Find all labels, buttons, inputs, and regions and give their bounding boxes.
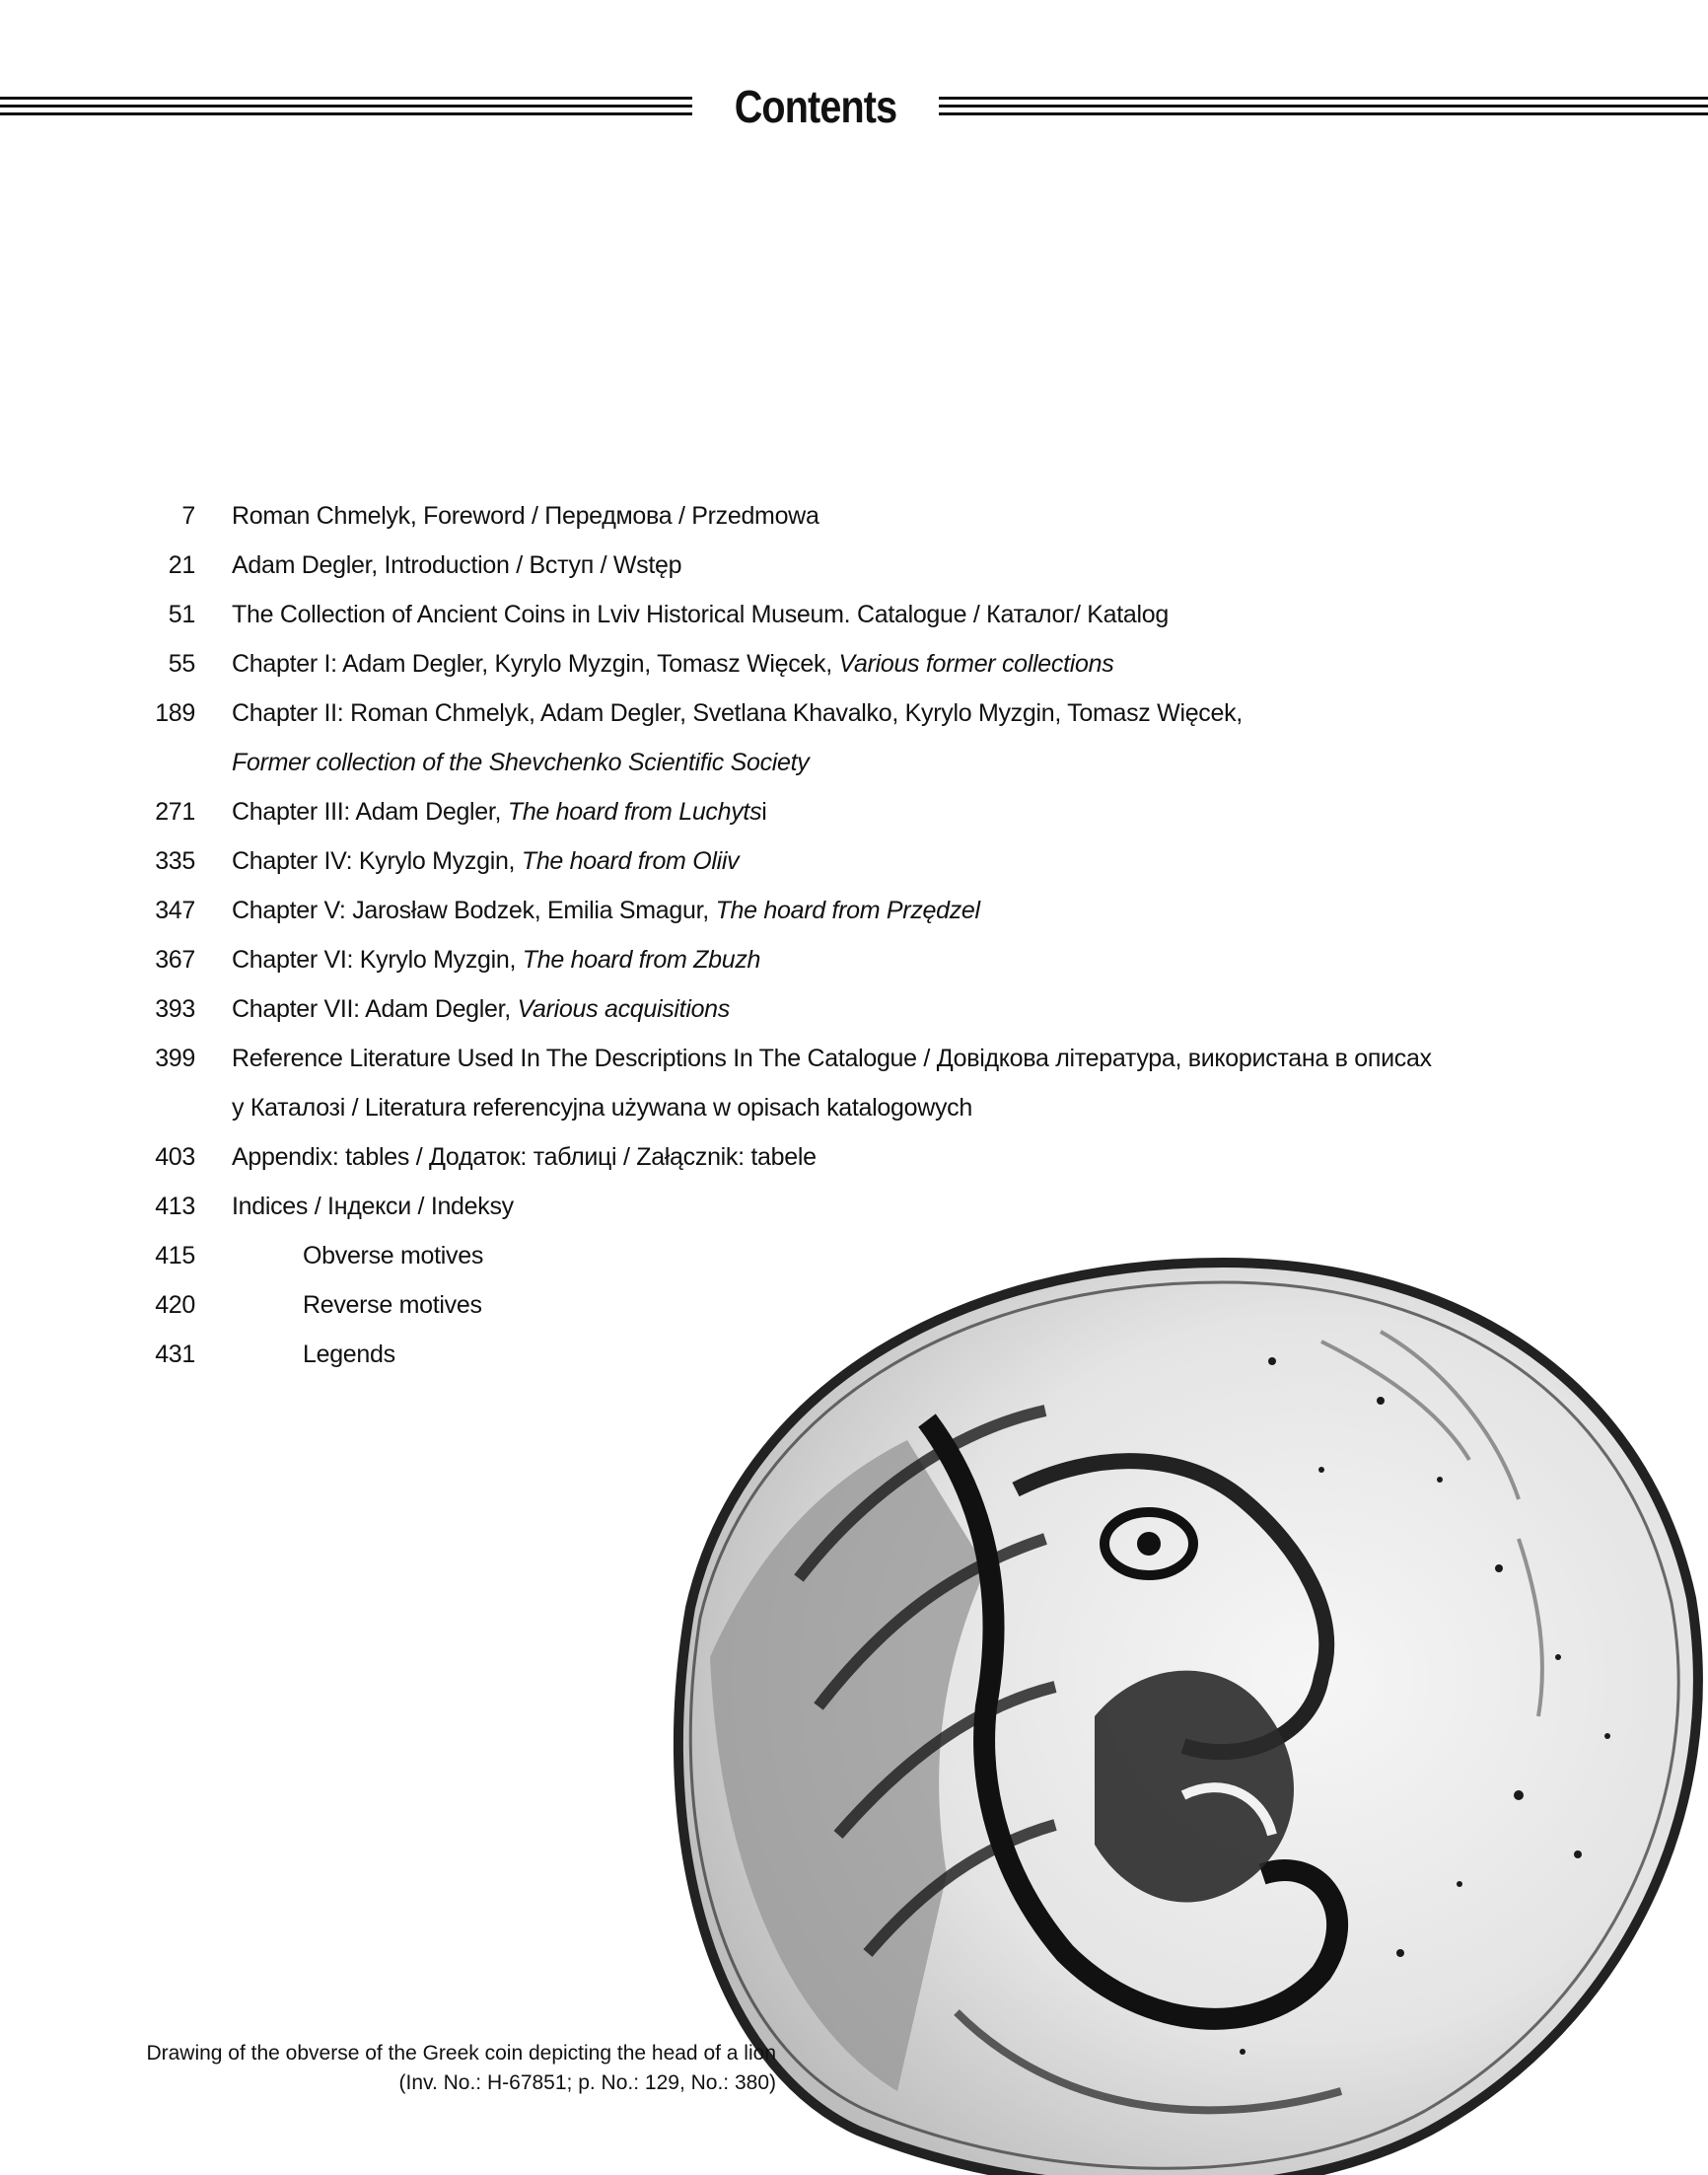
toc-page-number: 399 (155, 1045, 195, 1072)
toc-title (232, 541, 681, 590)
toc-entry (0, 1034, 1432, 1083)
toc-title (232, 491, 819, 541)
toc-page-number: 271 (155, 798, 195, 826)
toc-title-text: Chapter II: Roman Chmelyk, Adam Degler, Svetlana Khavalko, Kyrylo Myzgin, Tomasz Więcek, (232, 699, 1243, 727)
toc-entry (0, 491, 1381, 541)
toc-title (232, 935, 760, 984)
figure-caption (66, 2039, 776, 2098)
toc-title-text: The Collection of Ancient Coins in Lviv Historical Museum. Catalogue / Каталог/ Katalog (232, 601, 1169, 628)
toc-title (232, 1083, 972, 1132)
toc-title (303, 1330, 395, 1379)
toc-title-text: Obverse motives (303, 1242, 484, 1269)
toc-title-text: Chapter I: Adam Degler, Kyrylo Myzgin, Tomasz Więcek, (232, 650, 839, 678)
toc-title-text: Indices / Індекси / Indeksy (232, 1193, 514, 1220)
caption-line-1: Drawing of the obverse of the Greek coin depicting the head of a lion (146, 2042, 776, 2065)
toc-page-number: 431 (155, 1341, 195, 1368)
toc-page-number: 413 (155, 1193, 195, 1220)
toc-entry (0, 1083, 1381, 1132)
toc-title (232, 689, 1243, 738)
toc-page-number: 347 (155, 897, 195, 924)
toc-title-text: Chapter III: Adam Degler, (232, 798, 508, 826)
toc-entry (0, 787, 1381, 836)
toc-title-text: Chapter VII: Adam Degler, (232, 995, 518, 1023)
toc-title-text: Appendix: tables / Додаток: таблиці / Załącznik: tabele (232, 1143, 817, 1171)
toc-title-text: Chapter IV: Kyrylo Myzgin, (232, 847, 522, 875)
toc-title (232, 836, 739, 886)
toc-entry (0, 1182, 1381, 1231)
toc-title-italic: The hoard from Oliiv (521, 847, 740, 875)
toc-page-number: 189 (155, 699, 195, 727)
toc-title-text: i (761, 798, 767, 826)
toc-title-text: у Каталозі / Literatura referencyjna używana w opisach katalogowych (232, 1094, 972, 1122)
toc-title-italic: Various acquisitions (517, 995, 730, 1023)
toc-page-number: 415 (155, 1242, 195, 1269)
toc-title-italic: The hoard from Przędzel (715, 897, 980, 924)
title-rule-left (0, 97, 692, 118)
toc-entry (0, 836, 1381, 886)
toc-title-italic: Various former collections (838, 650, 1114, 678)
toc-title (232, 639, 1113, 689)
toc-title-text: Adam Degler, Introduction / Вступ / Wstęp (232, 551, 682, 579)
toc-page-number: 51 (168, 601, 195, 628)
toc-title-italic: The hoard from Zbuzh (522, 946, 761, 974)
toc-title (303, 1280, 482, 1330)
lion-coin-drawing (631, 1243, 1708, 2175)
toc-title-italic: Former collection of the Shevchenko Scientific Society (232, 749, 810, 776)
toc-title (232, 886, 980, 935)
toc-title (232, 1182, 514, 1231)
toc-entry (0, 935, 1381, 984)
toc-title-text: Legends (303, 1341, 395, 1368)
toc-entry (0, 639, 1381, 689)
toc-title (232, 984, 730, 1034)
toc-page-number: 420 (155, 1291, 195, 1319)
toc-entry (0, 1132, 1381, 1182)
toc-title-text: Roman Chmelyk, Foreword / Передмова / Przedmowa (232, 502, 819, 530)
toc-entry (0, 738, 1381, 787)
toc-entry (0, 689, 1381, 738)
caption-line-2: (Inv. No.: H-67851; p. No.: 129, No.: 380) (398, 2071, 776, 2094)
toc-entry (0, 541, 1381, 590)
toc-page-number: 21 (168, 551, 195, 579)
toc-title (232, 590, 1169, 639)
page-title: Contents (734, 81, 897, 132)
toc-page-number: 7 (181, 502, 195, 530)
toc-title-text: Chapter VI: Kyrylo Myzgin, (232, 946, 523, 974)
toc-page-number: 55 (168, 650, 195, 678)
title-rule-right (939, 97, 1708, 118)
toc-title (232, 1132, 817, 1182)
toc-title (232, 787, 767, 836)
toc-entry (0, 590, 1381, 639)
toc-entry (0, 984, 1381, 1034)
toc-title (232, 1034, 1432, 1083)
toc-page-number: 335 (155, 847, 195, 875)
toc-title (232, 738, 809, 787)
toc-page-number: 393 (155, 995, 195, 1023)
toc-title-text: Reverse motives (303, 1291, 482, 1319)
toc-entry (0, 886, 1381, 935)
toc-title-text: Chapter V: Jarosław Bodzek, Emilia Smagur, (232, 897, 716, 924)
toc-page-number: 403 (155, 1143, 195, 1171)
toc-title (303, 1231, 483, 1280)
toc-title-italic: The hoard from Luchyts (507, 798, 762, 826)
toc-page-number: 367 (155, 946, 195, 974)
toc-title-text: Reference Literature Used In The Descriptions In The Catalogue / Довідкова література, використана в описах (232, 1045, 1432, 1072)
